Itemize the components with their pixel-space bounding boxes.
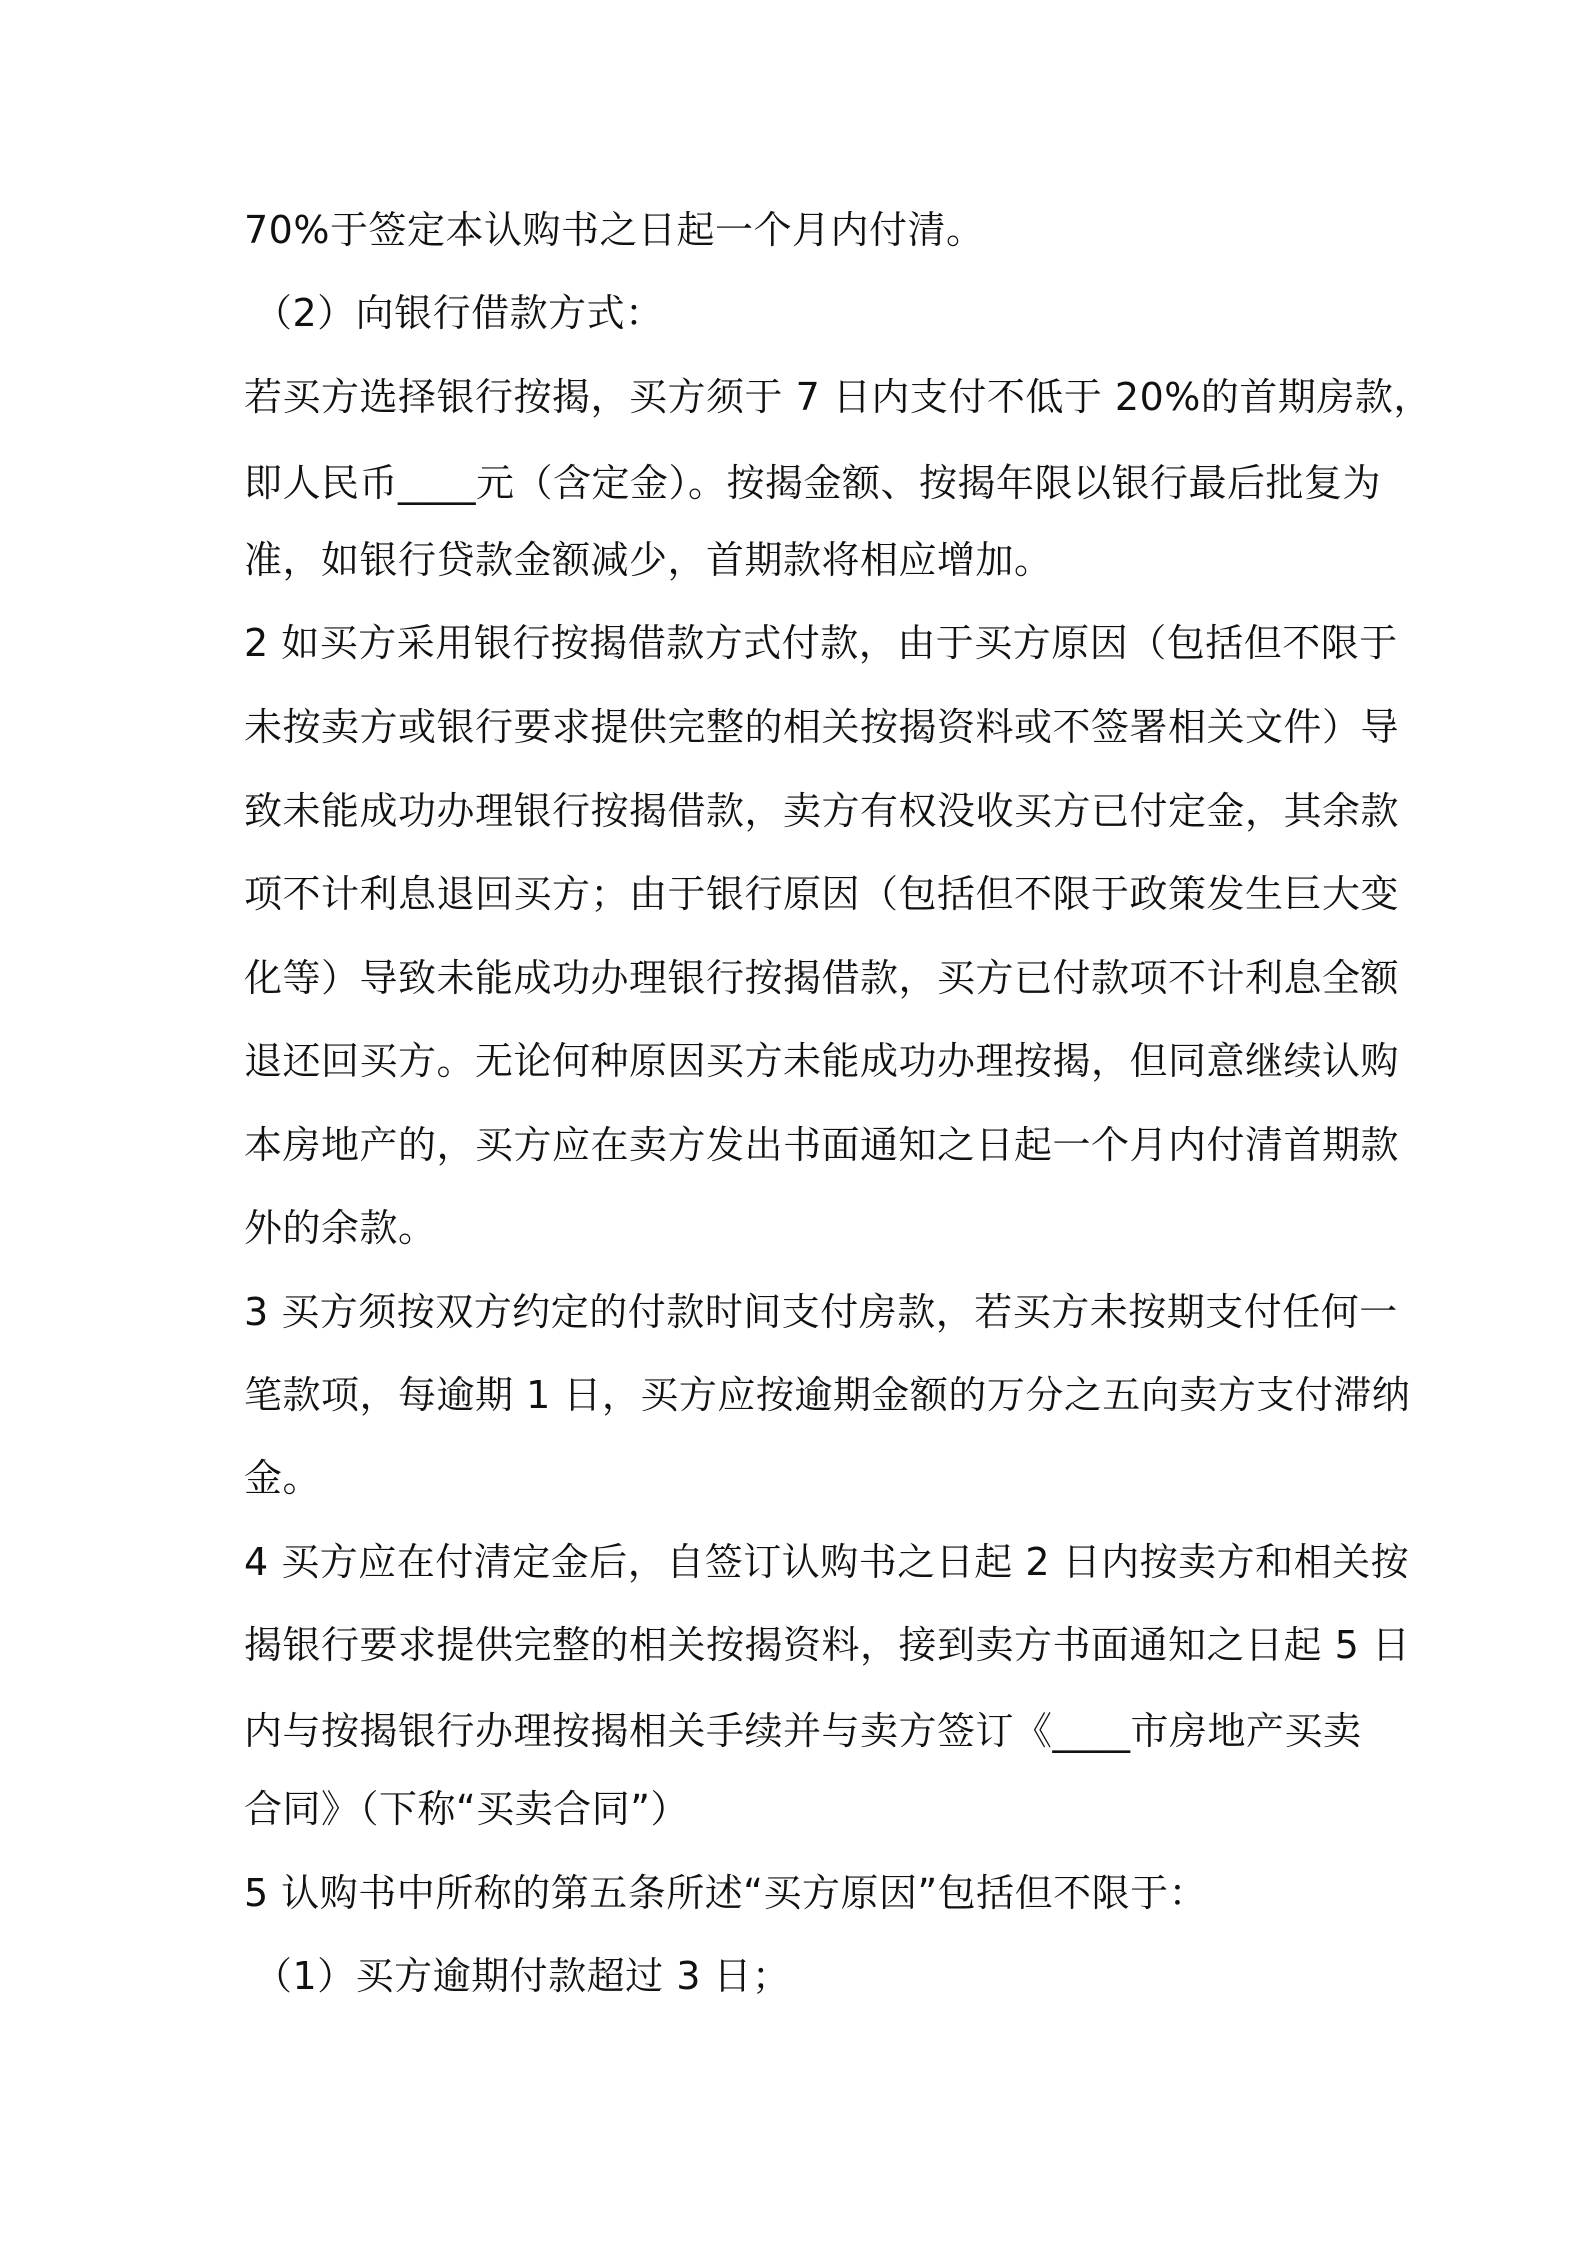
text-line: 即人民币____元（含定金）。按揭金额、按揭年限以银行最后批复为 — [244, 461, 1382, 505]
text-line: 70%于签定本认购书之日起一个月内付清。 — [244, 208, 985, 252]
text-line: 笔款项，每逾期 1 日，买方应按逾期金额的万分之五向卖方支付滞纳 — [244, 1373, 1411, 1417]
text-line: 揭银行要求提供完整的相关按揭资料，接到卖方书面通知之日起 5 日 — [244, 1623, 1411, 1667]
text-line: 4 买方应在付清定金后，自签订认购书之日起 2 日内按卖方和相关按 — [244, 1540, 1410, 1584]
text-line: 退还回买方。无论何种原因买方未能成功办理按揭，但同意继续认购 — [244, 1039, 1400, 1083]
text-line: 5 认购书中所称的第五条所述“买方原因”包括但不限于： — [244, 1871, 1208, 1915]
text-line: 内与按揭银行办理按揭相关手续并与卖方签订《____市房地产买卖 — [244, 1709, 1362, 1753]
text-line: 3 买方须按双方约定的付款时间支付房款，若买方未按期支付任何一 — [244, 1290, 1398, 1334]
text-line: 金。 — [244, 1456, 322, 1500]
text-line: 2 如买方采用银行按揭借款方式付款，由于买方原因（包括但不限于 — [244, 621, 1398, 665]
text-line: （1）买方逾期付款超过 3 日； — [254, 1954, 791, 1998]
text-line: （2）向银行借款方式： — [254, 291, 664, 335]
text-line: 致未能成功办理银行按揭借款，卖方有权没收买方已付定金，其余款 — [244, 789, 1400, 833]
text-line: 准，如银行贷款金额减少，首期款将相应增加。 — [244, 538, 1053, 582]
text-line: 外的余款。 — [244, 1206, 437, 1250]
text-line: 本房地产的，买方应在卖方发出书面通知之日起一个月内付清首期款 — [244, 1123, 1400, 1167]
text-line: 化等）导致未能成功办理银行按揭借款，买方已付款项不计利息全额 — [244, 956, 1400, 1000]
text-line: 未按卖方或银行要求提供完整的相关按揭资料或不签署相关文件）导 — [244, 705, 1400, 749]
text-line: 项不计利息退回买方；由于银行原因（包括但不限于政策发生巨大变 — [244, 872, 1400, 916]
text-line: 合同》（下称“买卖合同”） — [244, 1787, 689, 1831]
text-line: 若买方选择银行按揭，买方须于 7 日内支付不低于 20%的首期房款， — [244, 375, 1432, 419]
